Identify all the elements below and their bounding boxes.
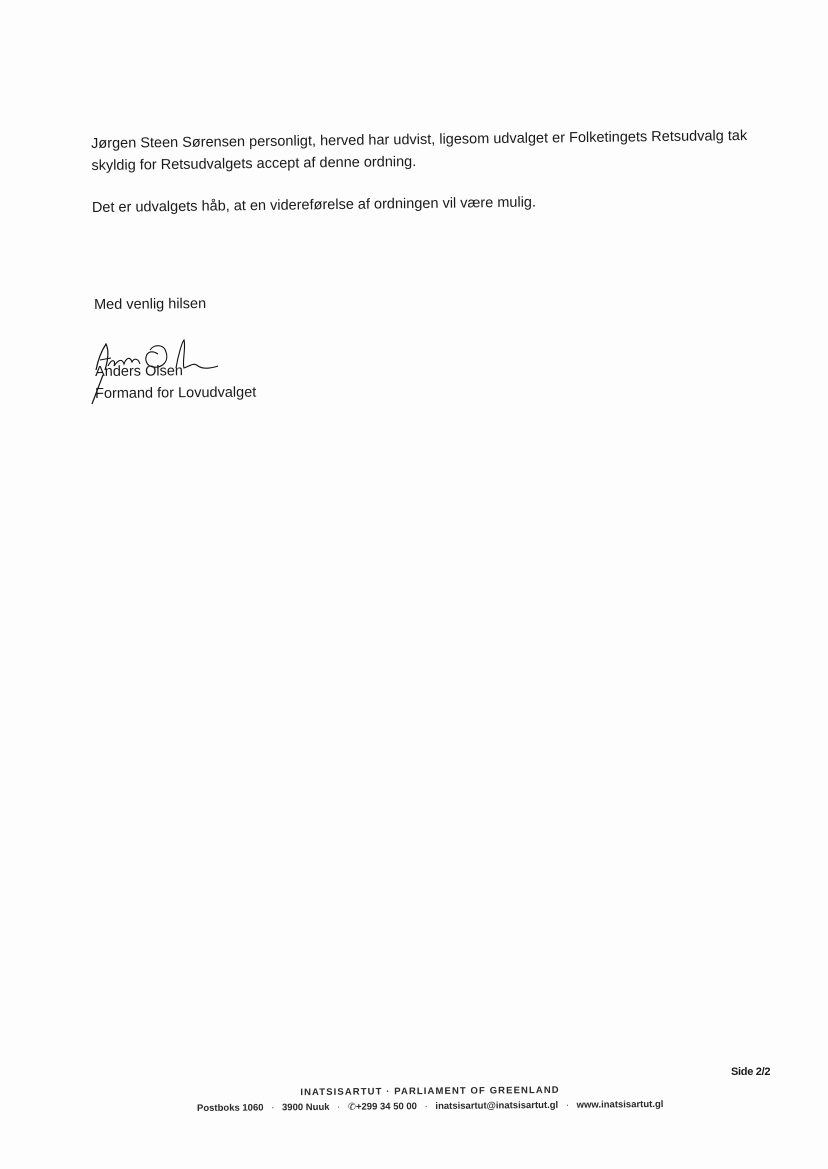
footer-separator: · xyxy=(337,1101,341,1113)
footer-separator: · xyxy=(424,1101,428,1113)
footer-phone: +299 34 50 00 xyxy=(355,1101,418,1113)
footer-email[interactable]: inatsisartut@inatsisartut.gl xyxy=(435,1099,559,1112)
footer-organization: INATSISARTUT · PARLIAMENT OF GREENLAND xyxy=(300,1084,560,1099)
phone-icon: ✆ xyxy=(347,1101,356,1113)
signer-name: Anders Olsen xyxy=(95,363,183,380)
footer-separator: · xyxy=(271,1102,275,1114)
footer-postbox: Postboks 1060 xyxy=(196,1102,264,1115)
paragraph-acknowledgement: Jørgen Steen Sørensen personligt, herved har udvist, ligesom udvalget er Folketingets Retsudvalg tak skyldig for Retsudvalgets accept af denne ordning. xyxy=(91,127,748,174)
letterhead-footer xyxy=(150,1084,710,1115)
signer-title: Formand for Lovudvalget xyxy=(95,384,257,402)
footer-separator: · xyxy=(565,1099,570,1111)
closing-greeting: Med venlig hilsen xyxy=(94,296,207,313)
footer-website[interactable]: www.inatsisartut.gl xyxy=(576,1098,664,1111)
footer-city: 3900 Nuuk xyxy=(281,1101,330,1114)
footer-contact-line xyxy=(150,1099,710,1115)
page-number: Side 2/2 xyxy=(731,1066,771,1078)
letter-body xyxy=(91,125,752,239)
paragraph-hope: Det er udvalgets håb, at en videreførelse af ordningen vil være mulig. xyxy=(91,194,537,216)
